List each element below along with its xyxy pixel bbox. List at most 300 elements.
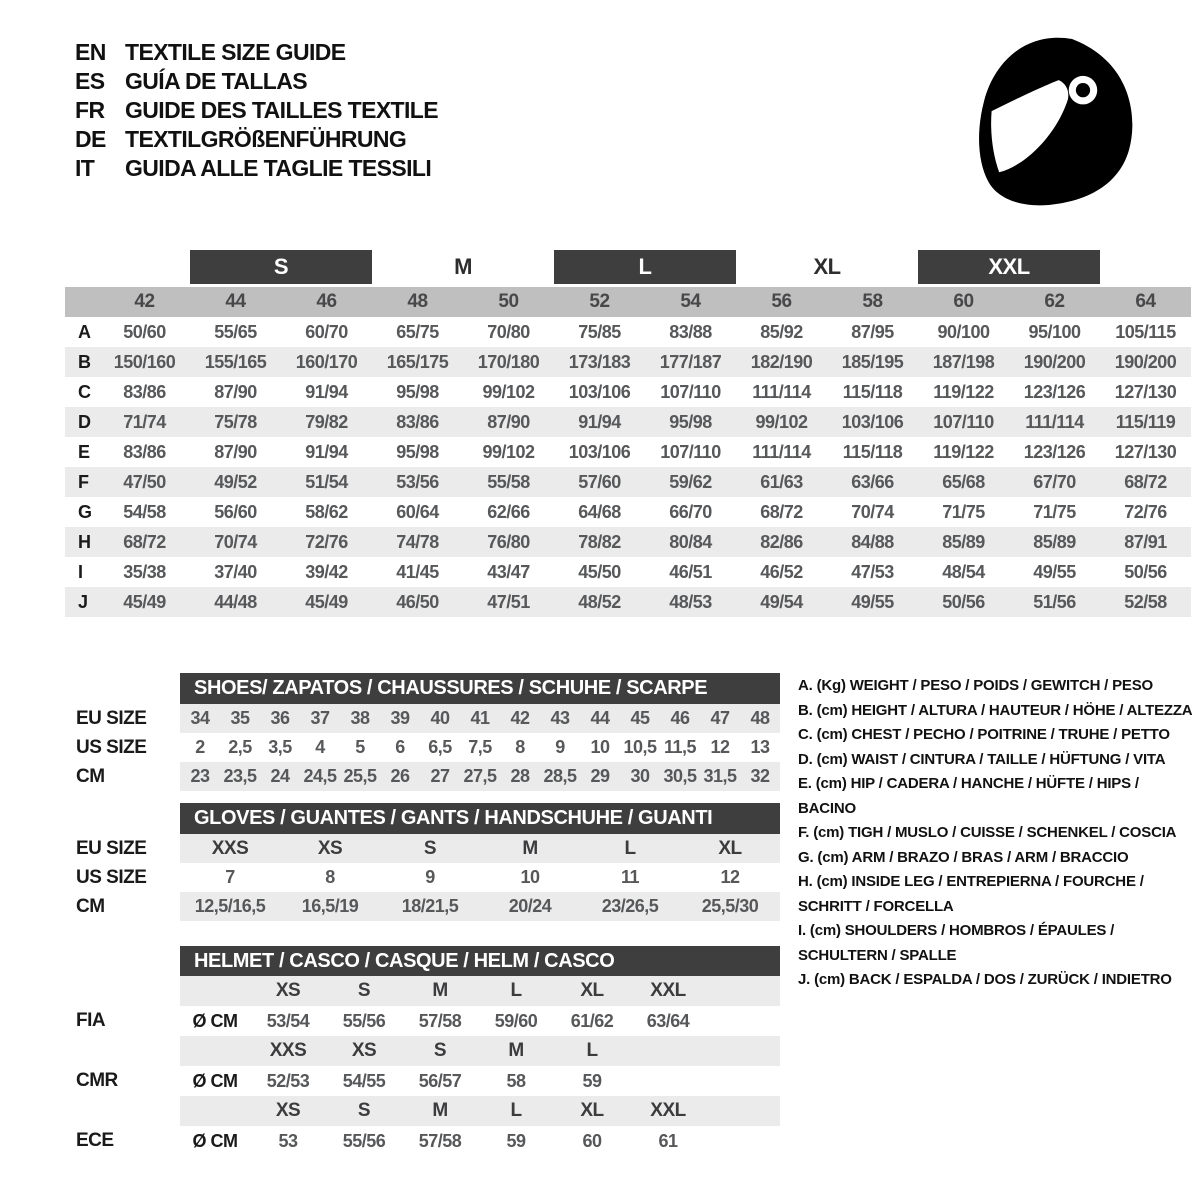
measurement-value-cell: 74/78: [372, 527, 463, 557]
measurement-value-cell: 119/122: [933, 381, 994, 402]
measurement-value-cell: 107/110: [660, 381, 721, 402]
size-value-cell: 11,5: [663, 737, 697, 757]
gloves-size-table: [65, 803, 780, 921]
textile-size-grid: [65, 250, 1191, 617]
size-value-cell: 25,5/30: [680, 892, 780, 921]
size-value-cell: 47: [700, 704, 740, 733]
helmet-size-cell: XXL: [630, 1096, 706, 1126]
measurement-value-cell: 68/72: [760, 501, 803, 522]
measurement-value-cell: 50/56: [918, 587, 1009, 617]
helmet-value-cell: 55/56: [342, 1130, 386, 1151]
size-group-header-XXL: XXL: [918, 250, 1100, 286]
size-value-cell: 48: [740, 704, 780, 733]
measurement-value-cell: 72/76: [1124, 501, 1167, 522]
row-label-spacer: [65, 976, 180, 1006]
helmet-size-cell: M: [402, 1096, 478, 1126]
measurement-value-cell: 155/165: [190, 347, 281, 377]
size-value-cell: 27,5: [460, 762, 500, 791]
helmet-size-cell: [630, 1036, 706, 1066]
measurement-value-cell: 103/106: [568, 381, 631, 402]
language-title-row: [75, 154, 438, 183]
row-label: I: [78, 561, 83, 582]
measurement-value-cell: 99/102: [482, 441, 535, 462]
measurement-value-cell: 71/75: [942, 501, 985, 522]
helmet-value-cell: 59/60: [494, 1010, 538, 1031]
helmet-size-cell: L: [478, 976, 554, 1006]
size-group-header-S: S: [190, 250, 372, 286]
measurement-value-cell: 46/51: [669, 561, 712, 582]
measurement-value-cell: 82/86: [736, 527, 827, 557]
measurement-value-cell: 111/114: [752, 441, 811, 462]
size-value-cell: 23,5: [220, 762, 260, 791]
guide-title: TEXTILE SIZE GUIDE: [125, 39, 346, 65]
filler-cell: [706, 1036, 780, 1066]
row-label: J: [65, 587, 99, 617]
size-value-cell: 3,5: [268, 737, 292, 757]
measurement-value-cell: 48/54: [942, 561, 985, 582]
filler-cell: [706, 1006, 780, 1036]
size-value-cell: 25,5: [340, 762, 380, 791]
measurement-value-cell: 67/70: [1009, 467, 1100, 497]
measurement-value-cell: 54/58: [123, 501, 166, 522]
measurement-value-cell: 58/62: [305, 501, 348, 522]
helmet-size-grid: [65, 946, 780, 1156]
measurement-value-cell: 95/98: [396, 381, 439, 402]
measurement-value-cell: 115/119: [1100, 407, 1191, 437]
numeric-size-cell: 54: [645, 286, 736, 318]
standard-label: CMR: [65, 1066, 180, 1096]
helmet-size-cell: XXL: [630, 976, 706, 1006]
language-code: IT: [75, 155, 95, 181]
size-value-cell: 6,5: [428, 737, 452, 757]
helmet-sizes-row-ECE: [65, 1096, 780, 1126]
size-value-cell: 37: [300, 704, 340, 733]
size-value-cell: 31,5: [700, 762, 740, 791]
size-value-cell: 44: [580, 704, 620, 733]
numeric-size-cell: 62: [1009, 286, 1100, 318]
size-group-header-row: [65, 250, 1191, 286]
measurement-value-cell: 80/84: [645, 527, 736, 557]
measurement-value-cell: 59/62: [645, 467, 736, 497]
helmet-size-table: [65, 946, 780, 1156]
measurement-value-cell: 165/175: [372, 347, 463, 377]
helmet-value-cell: 56/57: [418, 1070, 462, 1091]
helmet-sizes-row-FIA: [65, 976, 780, 1006]
measurement-value-cell: 57/60: [554, 467, 645, 497]
size-value-cell: 2,5: [228, 737, 252, 757]
measurement-value-cell: 123/126: [1023, 441, 1086, 462]
measurement-legend: [798, 674, 1198, 993]
measurement-value-cell: 37/40: [214, 561, 257, 582]
measurement-value-cell: 50/56: [1124, 561, 1167, 582]
measurement-value-cell: 76/80: [463, 527, 554, 557]
standard-label: FIA: [65, 1006, 180, 1036]
guide-title: TEXTILGRÖßENFÜHRUNG: [125, 126, 407, 152]
size-value-cell: 40: [420, 704, 460, 733]
measurement-value-cell: 46/50: [372, 587, 463, 617]
size-value-cell: 28,5: [540, 762, 580, 791]
measurement-value-cell: 64/68: [578, 501, 621, 522]
measurement-value-cell: 71/75: [1033, 501, 1076, 522]
diameter-unit-cell: Ø CM: [192, 1070, 238, 1091]
row-label: B: [65, 347, 99, 377]
legend-item: F. (cm) TIGH / MUSLO / CUISSE / SCHENKEL / COSCIA: [798, 824, 1177, 841]
measurement-value-cell: 60/70: [305, 321, 348, 342]
row-label: EU SIZE: [65, 704, 180, 733]
size-value-cell: 18/21,5: [380, 892, 480, 921]
group-spacer: [65, 250, 190, 286]
diameter-unit-cell: Ø CM: [192, 1010, 238, 1031]
measurement-value-cell: 87/90: [214, 381, 257, 402]
size-value-cell: 32: [740, 762, 780, 791]
measurement-value-cell: 45/49: [99, 587, 190, 617]
helmet-value-cell: [630, 1066, 706, 1096]
measurement-value-cell: 103/106: [568, 441, 631, 462]
guide-title: GUIDE DES TAILLES TEXTILE: [125, 97, 438, 123]
measurement-value-cell: 83/86: [123, 441, 166, 462]
measurement-value-cell: 78/82: [554, 527, 645, 557]
measurement-value-cell: 115/118: [842, 381, 903, 402]
row-label: CM: [65, 892, 180, 921]
measurement-value-cell: 87/90: [214, 441, 257, 462]
row-label: US SIZE: [65, 733, 180, 762]
measurement-value-cell: 75/85: [578, 321, 621, 342]
measurement-value-cell: 95/100: [1028, 321, 1081, 342]
measurement-value-cell: 43/47: [487, 561, 530, 582]
row-label: CM: [65, 762, 180, 791]
size-group-header-XL: XL: [736, 250, 918, 286]
measurement-value-cell: 87/91: [1100, 527, 1191, 557]
size-value-cell: L: [580, 834, 680, 863]
measurement-value-cell: 65/75: [396, 321, 439, 342]
language-code: EN: [75, 39, 106, 65]
measurement-value-cell: 79/82: [281, 407, 372, 437]
size-row-eu-size: [65, 704, 780, 733]
measurement-value-cell: 185/195: [827, 347, 918, 377]
legend-item: B. (cm) HEIGHT / ALTURA / HAUTEUR / HÖHE / ALTEZZA: [798, 701, 1193, 719]
shoes-size-table: [65, 673, 780, 791]
measurement-value-cell: 190/200: [1100, 347, 1191, 377]
size-value-cell: 11: [620, 867, 640, 887]
measurement-value-cell: 70/80: [487, 321, 530, 342]
measurement-value-cell: 107/110: [918, 407, 1009, 437]
size-value-cell: 41: [460, 704, 500, 733]
measurement-row-B: [65, 347, 1191, 377]
helmet-value-cell: 57/58: [418, 1130, 462, 1151]
measurement-value-cell: 190/200: [1009, 347, 1100, 377]
measurement-value-cell: 85/89: [918, 527, 1009, 557]
helmet-size-cell: M: [478, 1036, 554, 1066]
measurement-row-G: [65, 497, 1191, 527]
measurement-value-cell: 160/170: [281, 347, 372, 377]
measurement-value-cell: 68/72: [99, 527, 190, 557]
size-value-cell: 35: [220, 704, 260, 733]
helmet-sizes-row-CMR: [65, 1036, 780, 1066]
helmet-size-cell: XS: [250, 976, 326, 1006]
unit-spacer: [180, 1096, 250, 1126]
legend-item: H. (cm) INSIDE LEG / ENTREPIERNA / FOURCHE / SCHRITT / FORCELLA: [798, 873, 1144, 915]
measurement-value-cell: 107/110: [660, 441, 721, 462]
measurement-value-cell: 60/64: [396, 501, 439, 522]
measurement-value-cell: 83/86: [372, 407, 463, 437]
measurement-value-cell: 87/95: [851, 321, 894, 342]
helmet-size-cell: S: [326, 1096, 402, 1126]
measurement-value-cell: 49/55: [1033, 561, 1076, 582]
size-value-cell: 36: [260, 704, 300, 733]
measurement-value-cell: 173/183: [554, 347, 645, 377]
measurement-value-cell: 51/54: [281, 467, 372, 497]
numeric-size-cell: 52: [554, 286, 645, 318]
measurement-value-cell: 51/56: [1009, 587, 1100, 617]
measurement-value-cell: 44/48: [190, 587, 281, 617]
size-value-cell: 9: [425, 867, 435, 887]
gloves-size-grid: [65, 803, 780, 921]
measurement-value-cell: 91/94: [305, 441, 348, 462]
measurement-value-cell: 62/66: [487, 501, 530, 522]
measurement-value-cell: 49/52: [190, 467, 281, 497]
language-title-row: [75, 67, 438, 96]
numeric-size-cell: 56: [736, 286, 827, 318]
title-spacer: [65, 803, 180, 834]
language-code: DE: [75, 126, 106, 152]
measurement-row-E: [65, 437, 1191, 467]
size-value-cell: 10: [590, 737, 610, 757]
helmet-size-cell: L: [478, 1096, 554, 1126]
size-group-header-M: M: [372, 250, 554, 286]
row-label: US SIZE: [65, 863, 180, 892]
size-value-cell: 10,5: [623, 737, 657, 757]
helmet-value-cell: 60: [582, 1130, 602, 1151]
row-label: H: [65, 527, 99, 557]
measurement-value-cell: 75/78: [190, 407, 281, 437]
title-row: [65, 946, 780, 976]
size-value-cell: 24: [260, 762, 300, 791]
helmet-size-cell: S: [326, 976, 402, 1006]
helmet-value-cell: 55/56: [342, 1010, 386, 1031]
legend-item: A. (Kg) WEIGHT / PESO / POIDS / GEWITCH / PESO: [798, 677, 1153, 694]
title-spacer: [65, 946, 180, 976]
measurement-value-cell: 47/51: [463, 587, 554, 617]
measurement-value-cell: 127/130: [1114, 381, 1177, 402]
measurement-value-cell: 45/50: [578, 561, 621, 582]
size-row-us-size: [65, 863, 780, 892]
measurement-value-cell: 111/114: [1009, 407, 1100, 437]
racing-helmet-icon-svg: [973, 34, 1141, 210]
numeric-size-cell: 48: [372, 286, 463, 318]
size-value-cell: 8: [515, 737, 525, 757]
helmet-value-cell: 53: [278, 1130, 298, 1151]
size-row-eu-size: [65, 834, 780, 863]
helmet-value-cell: 61: [658, 1130, 678, 1151]
legend-item: D. (cm) WAIST / CINTURA / TAILLE / HÜFTUNG / VITA: [798, 750, 1166, 768]
size-value-cell: 12: [710, 737, 730, 757]
legend-item: G. (cm) ARM / BRAZO / BRAS / ARM / BRACCIO: [798, 848, 1129, 866]
title-row: [65, 803, 780, 834]
size-value-cell: 38: [340, 704, 380, 733]
numeric-size-cell: 46: [281, 286, 372, 318]
unit-spacer: [180, 976, 250, 1006]
helmet-size-cell: L: [554, 1036, 630, 1066]
row-label-spacer: [65, 1096, 180, 1126]
size-row-cm: [65, 892, 780, 921]
language-code: FR: [75, 97, 105, 123]
filler-cell: [706, 1126, 780, 1156]
measurement-value-cell: 48/53: [645, 587, 736, 617]
filler-cell: [706, 976, 780, 1006]
measurement-value-cell: 63/66: [827, 467, 918, 497]
size-value-cell: 10: [520, 867, 540, 887]
language-title-row: [75, 96, 438, 125]
size-value-cell: 39: [380, 704, 420, 733]
row-label: E: [78, 441, 90, 462]
measurement-value-cell: 47/50: [99, 467, 190, 497]
measurement-value-cell: 91/94: [554, 407, 645, 437]
helmet-value-cell: 59: [582, 1070, 602, 1091]
measurement-value-cell: 56/60: [214, 501, 257, 522]
legend-item: I. (cm) SHOULDERS / HOMBROS / ÉPAULES / SCHULTERN / SPALLE: [798, 922, 1115, 964]
size-value-cell: 29: [580, 762, 620, 791]
standard-label: ECE: [65, 1126, 180, 1156]
size-value-cell: 13: [750, 737, 770, 757]
measurement-value-cell: 177/187: [645, 347, 736, 377]
row-label: F: [65, 467, 99, 497]
measurement-value-cell: 84/88: [827, 527, 918, 557]
measurement-row-I: [65, 557, 1191, 587]
measurement-value-cell: 70/74: [190, 527, 281, 557]
helmet-values-row-CMR: [65, 1066, 780, 1096]
measurement-value-cell: 55/65: [214, 321, 257, 342]
helmet-value-cell: 61/62: [570, 1010, 614, 1031]
helmet-value-cell: 52/53: [266, 1070, 310, 1091]
measurement-value-cell: 65/68: [918, 467, 1009, 497]
measurement-value-cell: 66/70: [669, 501, 712, 522]
measurement-value-cell: 85/92: [760, 321, 803, 342]
helmet-size-cell: XXS: [250, 1036, 326, 1066]
size-value-cell: 34: [180, 704, 220, 733]
measurement-value-cell: 49/55: [827, 587, 918, 617]
size-value-cell: M: [480, 834, 580, 863]
language-title-row: [75, 38, 438, 67]
row-label: EU SIZE: [65, 834, 180, 863]
measurement-value-cell: 45/49: [281, 587, 372, 617]
filler-cell: [706, 1096, 780, 1126]
numeric-size-cell: 58: [827, 286, 918, 318]
legend-item: C. (cm) CHEST / PECHO / POITRINE / TRUHE / PETTO: [798, 726, 1170, 743]
filler-cell: [706, 1066, 780, 1096]
measurement-value-cell: 105/115: [1115, 321, 1176, 342]
size-value-cell: XXS: [180, 834, 280, 863]
size-value-cell: 43: [540, 704, 580, 733]
size-value-cell: 9: [555, 737, 565, 757]
size-value-cell: 30: [620, 762, 660, 791]
size-value-cell: 28: [500, 762, 540, 791]
table-title: SHOES/ ZAPATOS / CHAUSSURES / SCHUHE / SCARPE: [180, 673, 780, 704]
measurement-value-cell: 123/126: [1023, 381, 1086, 402]
unit-spacer: [180, 1036, 250, 1066]
size-value-cell: 23/26,5: [580, 892, 680, 921]
helmet-size-cell: XL: [554, 976, 630, 1006]
size-value-cell: 7,5: [468, 737, 492, 757]
measurement-value-cell: 187/198: [918, 347, 1009, 377]
measurement-value-cell: 61/63: [736, 467, 827, 497]
measurement-value-cell: 72/76: [281, 527, 372, 557]
measurement-value-cell: 90/100: [937, 321, 990, 342]
measurement-row-C: [65, 377, 1191, 407]
size-value-cell: XS: [280, 834, 380, 863]
measurement-value-cell: 41/45: [396, 561, 439, 582]
size-value-cell: 24,5: [300, 762, 340, 791]
helmet-value-cell: 63/64: [646, 1010, 690, 1031]
measurement-value-cell: 39/42: [305, 561, 348, 582]
measurement-row-J: [65, 587, 1191, 617]
group-spacer: [1100, 250, 1191, 286]
measurement-value-cell: 50/60: [123, 321, 166, 342]
row-label: G: [78, 501, 92, 522]
measurement-value-cell: 70/74: [851, 501, 894, 522]
size-group-header-L: L: [554, 250, 736, 286]
guide-title: GUÍA DE TALLAS: [125, 68, 307, 94]
table-title: GLOVES / GUANTES / GANTS / HANDSCHUHE / GUANTI: [180, 803, 780, 834]
measurement-value-cell: 119/122: [933, 441, 994, 462]
helmet-value-cell: 57/58: [418, 1010, 462, 1031]
size-value-cell: 42: [500, 704, 540, 733]
helmet-value-cell: 53/54: [266, 1010, 310, 1031]
measurement-value-cell: 46/52: [760, 561, 803, 582]
measurement-value-cell: 127/130: [1114, 441, 1177, 462]
numeric-size-cell: 50: [463, 286, 554, 318]
title-row: [65, 673, 780, 704]
row-label: A: [78, 321, 91, 342]
helmet-size-cell: XS: [326, 1036, 402, 1066]
measurement-value-cell: 71/74: [99, 407, 190, 437]
helmet-value-cell: 54/55: [342, 1070, 386, 1091]
helmet-size-cell: M: [402, 976, 478, 1006]
helmet-size-cell: XS: [250, 1096, 326, 1126]
language-code: ES: [75, 68, 105, 94]
language-title-list: [75, 38, 438, 183]
measurement-value-cell: 111/114: [752, 381, 811, 402]
measurement-value-cell: 47/53: [851, 561, 894, 582]
size-value-cell: XL: [680, 834, 780, 863]
measurement-value-cell: 87/90: [463, 407, 554, 437]
title-spacer: [65, 673, 180, 704]
size-value-cell: S: [380, 834, 480, 863]
size-value-cell: 45: [620, 704, 660, 733]
helmet-values-row-FIA: [65, 1006, 780, 1036]
measurement-value-cell: 99/102: [736, 407, 827, 437]
measurement-value-cell: 68/72: [1100, 467, 1191, 497]
measurement-value-cell: 83/86: [123, 381, 166, 402]
measurement-value-cell: 55/58: [463, 467, 554, 497]
size-value-cell: 20/24: [480, 892, 580, 921]
size-value-cell: 23: [180, 762, 220, 791]
textile-size-table: [65, 250, 1191, 617]
numeric-size-cell: 60: [918, 286, 1009, 318]
measurement-value-cell: 85/89: [1009, 527, 1100, 557]
size-row-cm: [65, 762, 780, 791]
shoes-size-grid: [65, 673, 780, 791]
measurement-value-cell: 103/106: [827, 407, 918, 437]
size-value-cell: 27: [420, 762, 460, 791]
measurement-row-A: [65, 317, 1191, 347]
measurement-value-cell: 99/102: [482, 381, 535, 402]
size-value-cell: 12: [720, 867, 740, 887]
measurement-value-cell: 95/98: [396, 441, 439, 462]
measurement-value-cell: 35/38: [123, 561, 166, 582]
table-title: HELMET / CASCO / CASQUE / HELM / CASCO: [180, 946, 780, 976]
language-title-row: [75, 125, 438, 154]
guide-title: GUIDA ALLE TAGLIE TESSILI: [125, 155, 432, 181]
